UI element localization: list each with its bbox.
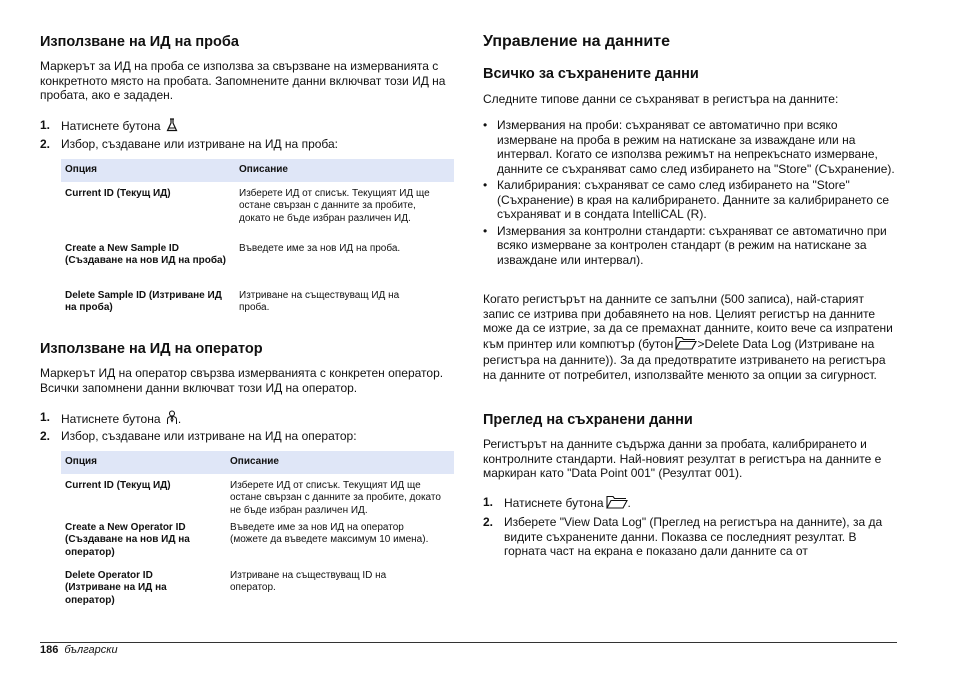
table-header-description: Описание — [226, 451, 454, 474]
sample-id-heading: Използване на ИД на проба — [40, 34, 239, 50]
table-cell-option: Create a New Operator ID (Създаване на нов ИД на оператор) — [65, 521, 190, 558]
data-log-paragraph: Когато регистърът на данните се запълни (500 записа), най-старият запис се изтрива при добавянето на нов. Целият регистър на данните може да се изтрие, за да се премахнат данните, които вече са изпратени към принтер или компютър (бутон >Delete Data Log (Изтриване на регистъра на данните)). За да предотвратите изтриването на регистъра на данните от потребител, използвайте менюто за опции за сигурност. — [483, 292, 893, 382]
table-cell-description: Въведете име за нов ИД на проба. — [239, 242, 401, 254]
page-number: 186 — [40, 644, 59, 656]
footer-language: български — [64, 644, 118, 656]
table-cell-description: Въведете име за нов ИД на оператор (можете да въведете максимум 10 имена). — [230, 521, 429, 545]
sample-id-table — [61, 159, 454, 320]
stored-data-list — [483, 118, 897, 269]
list-item: • Калибрирания: съхраняват се само след избирането на "Store" (Съхранение) в края на калибрирането. Данните за калибрирането се съхраняват и в сондата IntelliCAL (R). — [483, 178, 897, 222]
table-cell-description: Изтриване на съществуващ ID на оператор. — [230, 569, 387, 593]
table-cell-description: Изтриване на съществуващ ИД на проба. — [239, 289, 400, 313]
operator-id-intro: Маркерът ИД на оператор свързва измерванията с конкретен оператор. Всички запомнени данни включват този ИД на оператор. — [40, 366, 444, 395]
sample-flask-icon — [166, 118, 178, 136]
folder-icon — [606, 495, 628, 513]
table-header-description: Описание — [235, 159, 454, 182]
footer-rule — [40, 642, 897, 643]
table-cell-description: Изберете ИД от списък. Текущият ИД ще остане свързан с данните за пробите, докато не бъде избран различен ИД. — [239, 187, 430, 224]
view-data-heading: Преглед на съхранени данни — [483, 412, 693, 428]
operator-icon — [166, 410, 178, 429]
data-management-title: Управление на данните — [483, 33, 670, 50]
sample-id-intro: Маркерът за ИД на проба се използва за свързване на измерванията с конкретното място на пробата. Запомнените данни включват този ИД на пробата, ако е зададен. — [40, 59, 446, 102]
table-cell-option: Current ID (Текущ ИД) — [65, 187, 171, 199]
table-cell-description: Изберете ИД от списък. Текущият ИД ще остане свързан с данните за пробите, докато не бъде избран различен ИД. — [230, 479, 441, 516]
table-cell-option: Delete Sample ID (Изтриване ИД на проба) — [65, 289, 222, 313]
table-header-option: Опция — [61, 159, 235, 182]
operator-id-heading: Използване на ИД на оператор — [40, 341, 263, 357]
table-cell-option: Delete Operator ID (Изтриване на ИД на оператор) — [65, 569, 167, 606]
stored-data-heading: Всичко за съхранените данни — [483, 66, 699, 82]
operator-id-table — [61, 451, 454, 610]
page-footer — [40, 644, 118, 656]
folder-icon — [675, 336, 697, 354]
stored-data-intro: Следните типове данни се съхраняват в регистъра на данните: — [483, 92, 839, 106]
list-item: • Измервания за контролни стандарти: съхраняват се автоматично при всяко измерване за контролен стандарт (в режим на натискане за изваждане или интервал). — [483, 224, 897, 268]
table-cell-option: Create a New Sample ID (Създаване на нов ИД на проба) — [65, 242, 226, 266]
view-data-intro: Регистърът на данните съдържа данни за пробата, калибрирането и контролните стандарти. Най-новият резултат в регистъра на данните е маркиран като "Data Point 001" (Резултат 001). — [483, 437, 882, 480]
table-header-option: Опция — [61, 451, 226, 474]
list-item: • Измервания на проби: съхраняват се автоматично при всяко измерване на проба в режим на натискане за изваждане или на интервал. Когато се използва режимът на непрекъснато измерване, данните се съхраняват само след избирането на "Store" (Съхранение). — [483, 118, 897, 176]
table-cell-option: Current ID (Текущ ИД) — [65, 479, 171, 491]
